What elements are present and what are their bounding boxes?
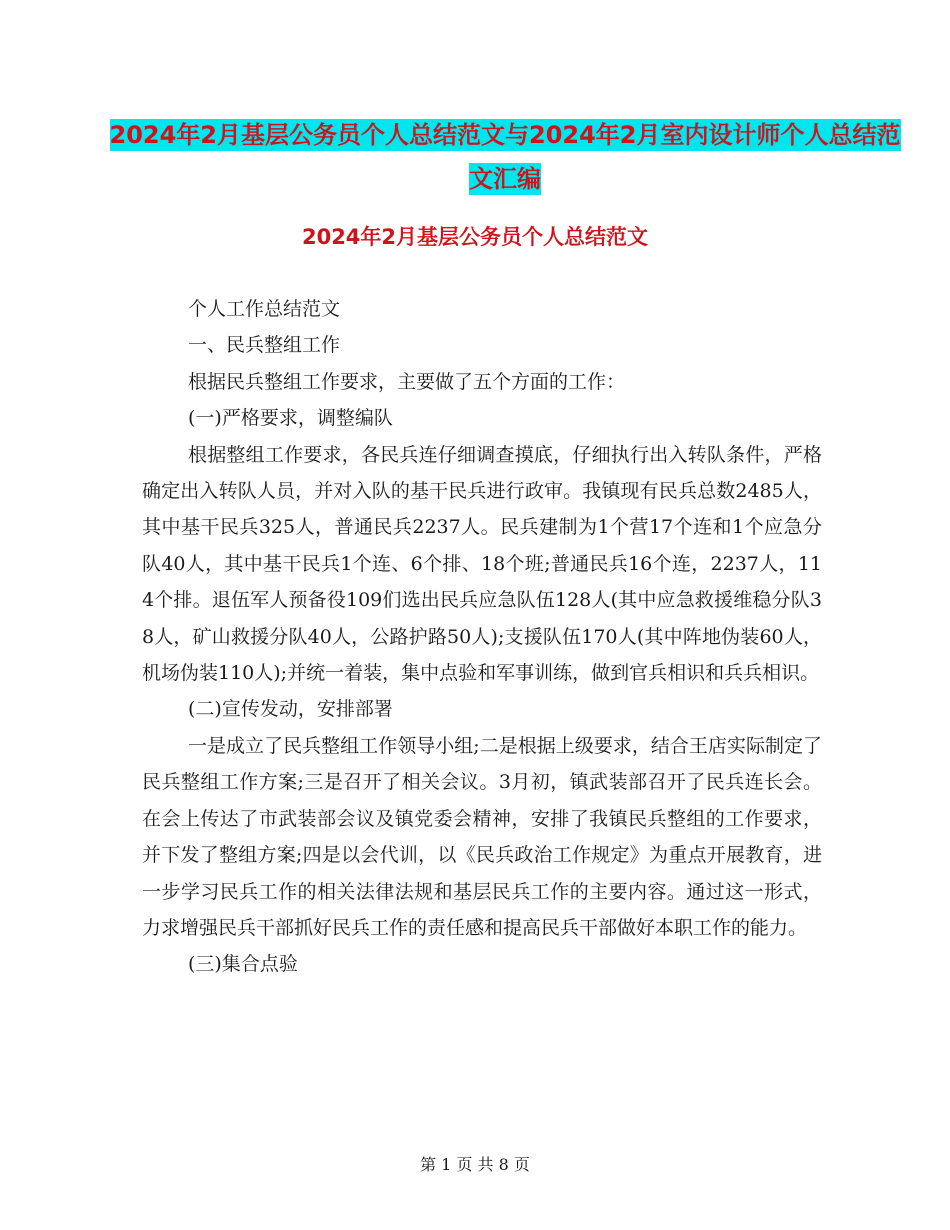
paragraph-subheading-3: (三)集合点验 xyxy=(188,953,298,976)
paragraph-subheading-1: (一)严格要求，调整编队 xyxy=(188,407,393,430)
document-main-title xyxy=(100,113,910,201)
section-title: 2024年2月基层公务员个人总结范文 xyxy=(301,225,649,249)
paragraph-body-2: 一是成立了民兵整组工作领导小组;二是根据上级要求，结合王店实际制定了民兵整组工作方案;三是召开了相关会议。3月初，镇武装部召开了民兵连长会。在会上传达了市武装部会议及镇党委会精神，安排了我镇民兵整组的工作要求，并下发了整组方案;四是以会代训，以《民兵政治工作规定》为重点开展教育，进一步学习民兵工作的相关法律法规和基层民兵工作的主要内容。通过这一形式，力求增强民兵干部抓好民兵工作的责任感和提高民兵干部做好本职工作的能力。 xyxy=(142,734,822,939)
paragraph-section-heading: 一、民兵整组工作 xyxy=(188,334,341,357)
page-footer: 第 1 页 共 8 页 xyxy=(420,1155,530,1174)
main-title-highlight: 2024年2月基层公务员个人总结范文与2024年2月室内设计师个人总结范文汇编 xyxy=(109,121,901,193)
paragraph-intro: 根据民兵整组工作要求，主要做了五个方面的工作： xyxy=(188,370,626,393)
paragraph-heading: 个人工作总结范文 xyxy=(188,298,341,320)
paragraph-body-1: 根据整组工作要求，各民兵连仔细调查摸底，仔细执行出入转队条件，严格确定出入转队人员，并对入队的基干民兵进行政审。我镇现有民兵总数2485人，其中基干民兵325人，普通民兵2237人。民兵建制为1个营17个连和1个应急分队40人，其中基干民兵1个连、6个排、18个班;普通民兵16个连，2237人，114个排。退伍军人预备役109们选出民兵应急队伍128人(其中应急救援维稳分队38人，矿山救援分队40人，公路护路50人);支援队伍170人(其中阵地伪装60人，机场伪装110人);并统一着装，集中点验和军事训练，做到官兵相识和兵兵相识。 xyxy=(142,443,822,685)
paragraph-subheading-2: (二)宣传发动，安排部署 xyxy=(188,698,393,721)
document-body xyxy=(142,291,822,983)
